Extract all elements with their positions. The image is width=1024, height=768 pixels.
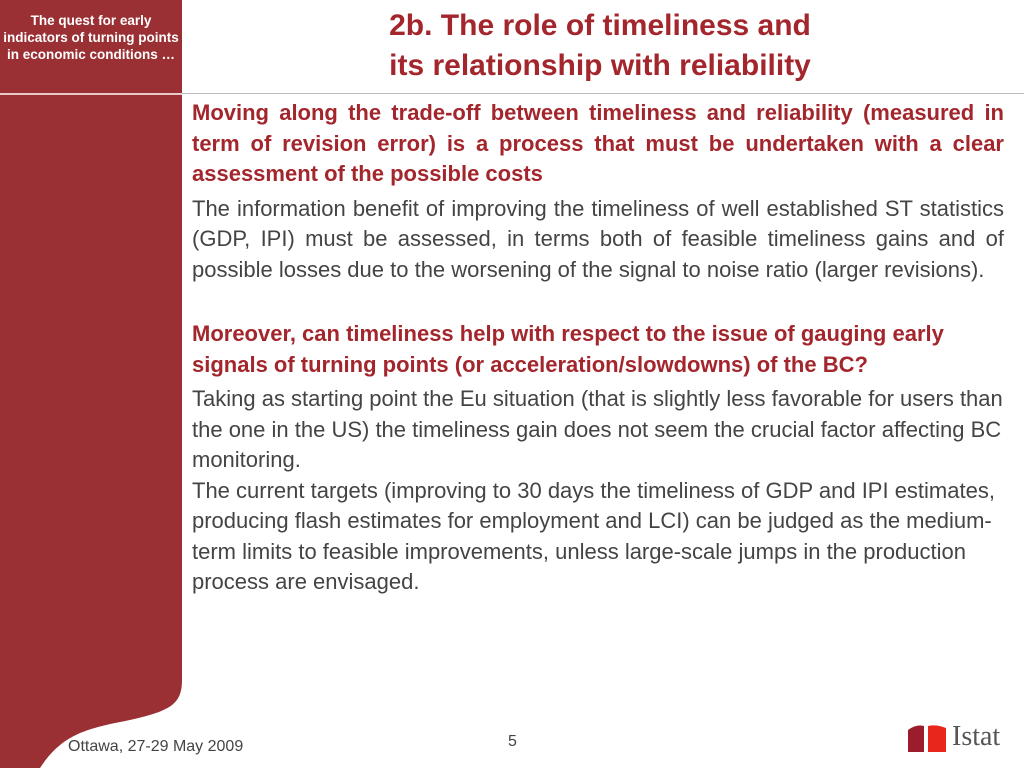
paragraph-4: Taking as starting point the Eu situation (that is slightly less favorable for users than the one in the US) the timeliness gain does not seem the crucial factor affecting BC monitoring. — [192, 386, 1003, 472]
istat-logo-icon — [908, 724, 948, 752]
sidebar-divider — [0, 93, 182, 95]
istat-logo — [908, 722, 1000, 752]
paragraph-5: The current targets (improving to 30 days the timeliness of GDP and IPI estimates, producing flash estimates for employment and LCI) can be judged as the medium-term limits to feasible improvements, unless large-scale jumps in the production process are envisaged. — [192, 477, 995, 594]
page-number: 5 — [508, 733, 517, 750]
footer-location-date: Ottawa, 27-29 May 2009 — [68, 738, 244, 755]
sidebar-title: The quest for early indicators of turning points in economic conditions … — [3, 13, 179, 62]
title-line-1: 2b. The role of timeliness and — [389, 9, 811, 42]
paragraph-3: Moreover, can timeliness help with respect to the issue of gauging early signals of turning points (or acceleration/slowdowns) of the BC? — [192, 321, 944, 377]
slide-title — [300, 6, 900, 86]
paragraph-2: The information benefit of improving the timeliness of well established ST statistics (GDP, IPI) must be assessed, in terms both of feasible timeliness gains and of possible losses due to the worsening of the signal to noise ratio (larger revisions). — [192, 195, 1004, 282]
paragraph-1: Moving along the trade-off between timeliness and reliability (measured in term of revision error) is a process that must be undertaken with a clear assessment of the possible costs — [192, 100, 1004, 186]
title-line-2: its relationship with reliability — [389, 49, 811, 82]
logo-text: Istat — [952, 721, 1001, 752]
slide-body — [192, 98, 1004, 598]
